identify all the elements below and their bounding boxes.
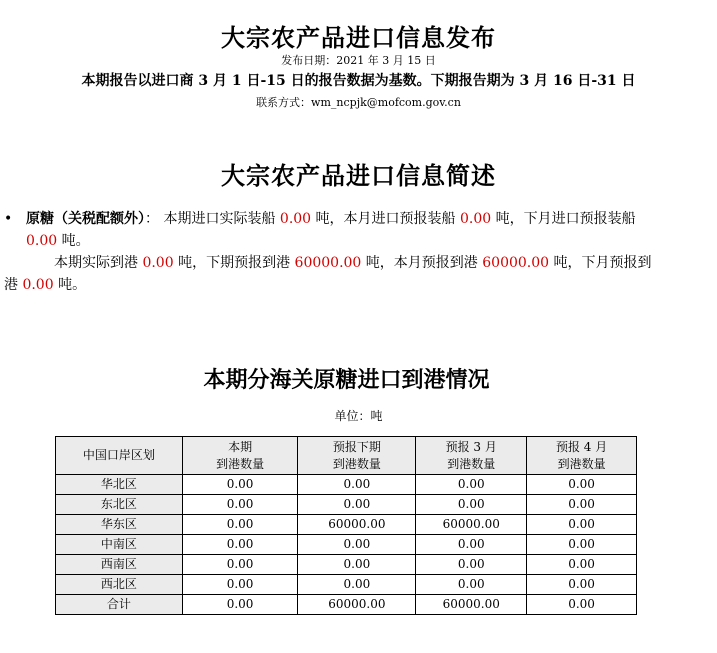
page-title: 大宗农产品进口信息发布 — [221, 23, 496, 52]
region-cell: 西北区 — [56, 575, 183, 595]
value-cell: 0.00 — [416, 575, 527, 595]
table-header-row — [56, 437, 637, 475]
value-cell: 0.00 — [416, 495, 527, 515]
report-basis: 本期报告以进口商 3 月 1 日-15 日的报告数据为基数。下期报告期为 3 月 16 日-31 日 — [81, 73, 636, 89]
value-arrived-this-period: 0.00 — [142, 255, 174, 271]
value-cell: 0.00 — [182, 575, 298, 595]
contact-info: 联系方式：wm_ncpjk@mofcom.gov.cn — [256, 96, 461, 109]
region-cell: 中南区 — [56, 535, 183, 555]
arrival-table — [55, 436, 637, 615]
publish-date: 发布日期：2021 年 3 月 15 日 — [281, 54, 436, 67]
value-cell: 0.00 — [527, 515, 637, 535]
value-cell: 0.00 — [182, 535, 298, 555]
table-title: 本期分海关原糖进口到港情况 — [203, 367, 490, 393]
value-cell: 0.00 — [416, 535, 527, 555]
region-cell: 东北区 — [56, 495, 183, 515]
header-this-period: 本期 到港数量 — [182, 437, 298, 475]
region-cell: 西南区 — [56, 555, 183, 575]
value-cell: 0.00 — [298, 475, 416, 495]
bullet-icon: • — [4, 211, 13, 227]
value-cell: 0.00 — [298, 575, 416, 595]
value-cell: 0.00 — [182, 595, 298, 615]
unit-label: 单位：吨 — [334, 409, 383, 423]
table-row — [56, 595, 637, 615]
value-cell: 0.00 — [527, 595, 637, 615]
region-cell: 合计 — [56, 595, 183, 615]
value-cell: 0.00 — [298, 495, 416, 515]
value-cell: 0.00 — [182, 495, 298, 515]
table-row — [56, 495, 637, 515]
value-cell: 0.00 — [416, 555, 527, 575]
value-forecast-arrive-this-month: 60000.00 — [482, 255, 550, 271]
header-forecast-march: 预报 3 月 到港数量 — [416, 437, 527, 475]
value-cell: 0.00 — [182, 555, 298, 575]
value-cell: 0.00 — [527, 555, 637, 575]
summary-text: 原糖（关税配额外）： 本期进口实际装船 0.00 吨，本月进口预报装船 0.00 吨，下月进口预报装船 0.00 吨。 本期实际到港 0.00 吨，下期预报到港 60000.00 吨，本月预报到港 60000.00 吨，下月预报到 — [26, 211, 652, 271]
value-shipped-this-period: 0.00 — [279, 211, 312, 227]
table-row — [56, 475, 637, 495]
table-row — [56, 515, 637, 535]
header-forecast-april: 预报 4 月 到港数量 — [527, 437, 637, 475]
header-region: 中国口岸区划 — [56, 437, 183, 475]
value-cell: 0.00 — [182, 475, 298, 495]
value-forecast-arrive-next-period: 60000.00 — [294, 255, 362, 271]
value-cell: 0.00 — [527, 535, 637, 555]
value-cell: 60000.00 — [298, 595, 416, 615]
summary-title: 大宗农产品进口信息简述 — [221, 161, 496, 190]
value-forecast-ship-this-month: 0.00 — [459, 211, 492, 227]
value-cell: 0.00 — [527, 495, 637, 515]
value-cell: 0.00 — [182, 515, 298, 535]
value-cell: 0.00 — [527, 575, 637, 595]
value-cell: 0.00 — [416, 475, 527, 495]
value-cell: 60000.00 — [298, 515, 416, 535]
region-cell: 华北区 — [56, 475, 183, 495]
value-forecast-ship-next-month: 0.00 — [26, 233, 58, 249]
value-cell: 60000.00 — [416, 515, 527, 535]
value-cell: 0.00 — [527, 475, 637, 495]
summary-text-continued: 港 0.00 吨。 — [4, 277, 87, 293]
commodity-name: 原糖（关税配额外） — [26, 211, 145, 227]
summary-bullet-item — [4, 208, 716, 296]
table-row — [56, 555, 637, 575]
value-cell: 60000.00 — [416, 595, 527, 615]
value-forecast-arrive-next-month: 0.00 — [22, 277, 54, 293]
value-cell: 0.00 — [298, 555, 416, 575]
table-row — [56, 535, 637, 555]
value-cell: 0.00 — [298, 535, 416, 555]
header-forecast-next-period: 预报下期 到港数量 — [298, 437, 416, 475]
region-cell: 华东区 — [56, 515, 183, 535]
table-row — [56, 575, 637, 595]
